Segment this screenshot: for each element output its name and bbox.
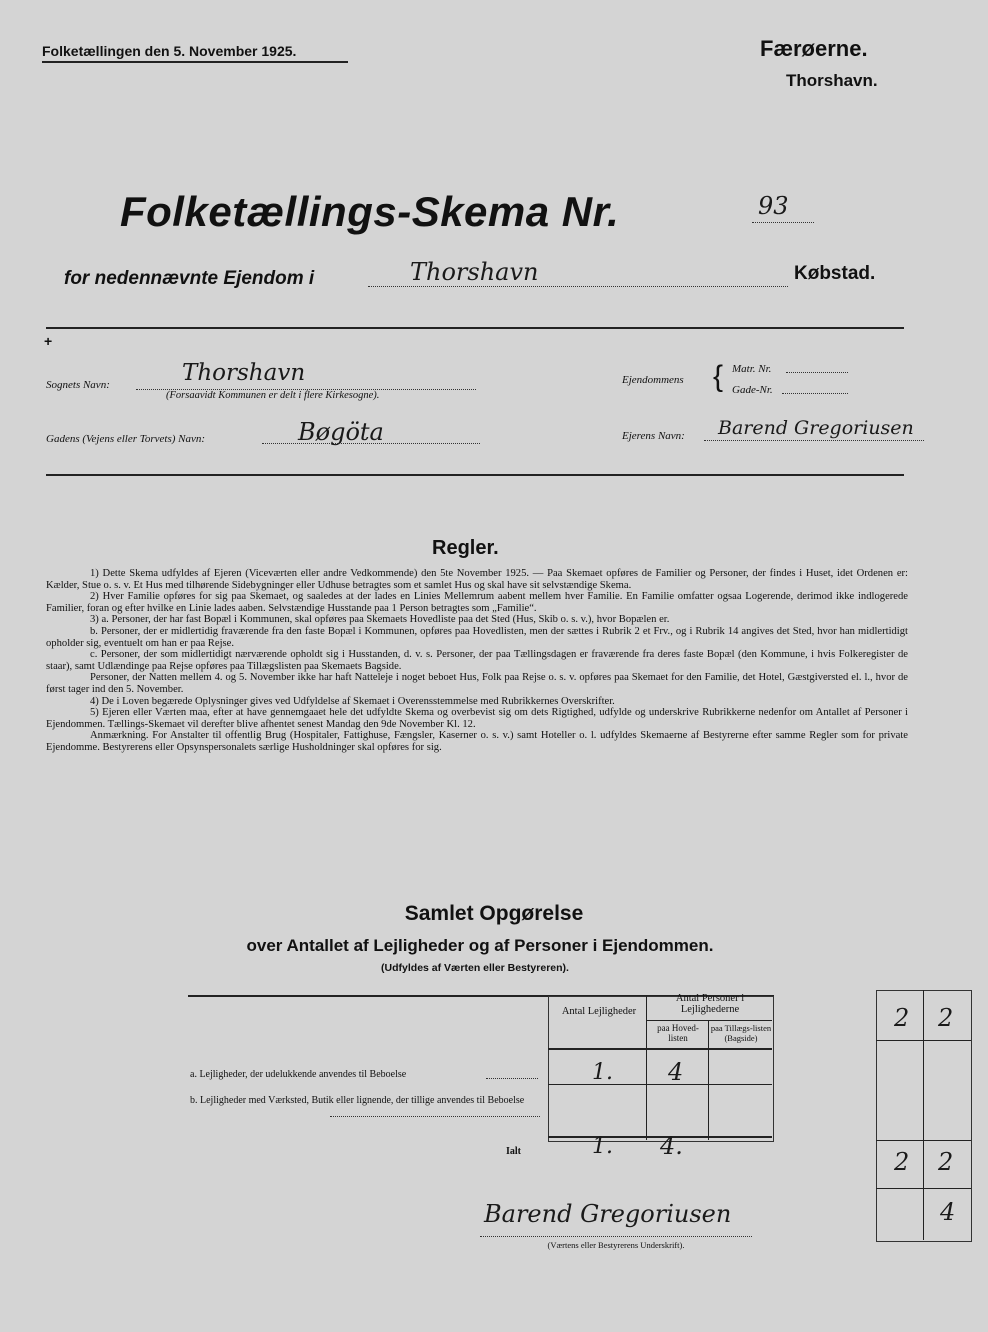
property-label: Ejendommens — [622, 374, 684, 386]
gade-dots — [782, 393, 848, 394]
table-col-divider-1 — [646, 996, 647, 1140]
rules-heading: Regler. — [432, 537, 499, 559]
summary-subtitle: over Antallet af Lejligheder og af Personer i Ejendommen. — [246, 936, 714, 955]
town-name: Thorshavn. — [786, 71, 878, 90]
side-box-value: 2 — [894, 1148, 910, 1176]
row-a-antal: 1. — [592, 1060, 613, 1085]
ialt-antal: 1. — [592, 1134, 613, 1159]
side-box-value: 2 — [938, 1148, 954, 1176]
form-number: 93 — [758, 192, 789, 220]
fields-separator — [46, 474, 904, 476]
row-b-dots — [330, 1116, 540, 1117]
for-property-label: for nedennævnte Ejendom i — [64, 268, 315, 289]
gade-label: Gade-Nr. — [732, 384, 773, 396]
col-antal-header: Antal Lejligheder — [561, 1006, 637, 1017]
ialt-hoved: 4. — [660, 1132, 683, 1160]
kobstad-label: Købstad. — [794, 263, 876, 284]
side-box-rule-2 — [876, 1140, 971, 1141]
rule-paragraph: 2) Hver Familie opføres for sig paa Skemaet, og saaledes at der lades en Linies Mellemrum aabent mellem hver Familie. En Familie omfatter ogsaa Logerende, derimod ikke indlogerede Familier, foran og efter hvilke en Linie lades aaben. Selvstændige Husstande paa 1 Person betragtes som „Familie“. — [46, 591, 908, 614]
owner-dots — [704, 440, 924, 441]
col-tillaeg-header: paa Tillægs-listen (Bagside) — [710, 1023, 772, 1043]
rule-paragraph: Personer, der Natten mellem 4. og 5. November ikke har haft Natteleje i noget beboet Hus, Folk paa Rejse o. s. v. opføres paa Skemaet for den Familie, det Hotel, Gæstgiversted el. l., hvor de først tager ind den 5. November. — [46, 672, 908, 695]
row-a-dots — [486, 1078, 538, 1079]
rule-paragraph: 4) De i Loven begærede Oplysninger gives ved Udfyldelse af Skemaet i Overensstemmelse med Rubrikkernes Overskrifter. — [90, 695, 615, 707]
property-brace: { — [713, 360, 724, 393]
municipality-dots — [368, 286, 788, 287]
signature-caption: (Værtens eller Bestyrerens Underskrift). — [547, 1240, 685, 1250]
side-box-value: 4 — [940, 1198, 956, 1226]
side-tally-box — [876, 990, 972, 1242]
table-subheader-rule — [646, 1020, 772, 1021]
matr-dots — [786, 372, 848, 373]
table-row-rule-1 — [548, 1084, 772, 1085]
street-dots — [262, 443, 480, 444]
rules-text — [46, 568, 908, 754]
row-a-hoved: 4 — [668, 1058, 684, 1086]
col-personer-header: Antal Personer i Lejlighederne — [675, 993, 745, 1015]
side-box-value: 2 — [894, 1004, 910, 1032]
matr-label: Matr. Nr. — [732, 363, 772, 375]
summary-title: Samlet Opgørelse — [404, 902, 584, 925]
rule-paragraph: 5) Ejeren eller Værten maa, efter at have gennemgaaet hele det udfyldte Skema og overbevist sig om dets Rigtighed, udfylde og underskrive Rubrikkerne nedenfor om Antallet af Personer i Ejendommen. Tællings-Skemaet vil derefter blive afhentet senest Mandag den 9de November Kl. 12. — [46, 707, 908, 730]
street-value: Bøgöta — [298, 418, 384, 446]
parish-label: Sognets Navn: — [46, 379, 110, 391]
rule-paragraph: 1) Dette Skema udfyldes af Ejeren (Viceværten eller andre Vedkommende) den 5te November 1925. — Paa Skemaet opføres de Familier og Personer, der findes i Huset, idet Ordenen er: Kælder, Stue o. s. v. Et Hus med tilhørende Sidebygninger eller Udhuse betragtes som et samlet Hus og skal have sit selvstændige Skema. — [46, 568, 908, 591]
row-ialt-label: Ialt — [506, 1146, 521, 1157]
rule-paragraph: Anmærkning. For Anstalter til offentlig Brug (Hospitaler, Fattighuse, Fængsler, Kaserner o. s. v.) samt Hoteller o. l. udfyldes Skemaerne af Bestyrerne efter samme Regler som for private Ejendomme. Bestyrerens eller Opsynspersonalets særlige Husholdninger skal opføres for sig. — [46, 730, 908, 753]
rule-paragraph: 3) a. Personer, der har fast Bopæl i Kommunen, skal opføres paa Skemaets Hovedliste paa det Sted (Hus, Skib o. s. v.), hvor Bopælen er. — [90, 614, 670, 626]
census-date-underline — [42, 61, 348, 63]
municipality-value: Thorshavn — [410, 258, 539, 286]
owner-signature: Barend Gregoriusen — [484, 1200, 732, 1228]
rule-paragraph: c. Personer, der som midlertidigt nærværende opholdt sig i Husstanden, d. v. s. Personer, der paa Tællingsdagen er fraværende fra deres faste Bopæl (den Kommune, i hvis Folkeregister de staar), samt Udlændinge paa Rejse opføres paa Tillægslisten paa Skemaets Bagside. — [46, 649, 908, 672]
parish-value: Thorshavn — [182, 360, 306, 386]
row-a-label: a. Lejligheder, der udelukkende anvendes til Beboelse — [190, 1069, 407, 1080]
side-box-rule-1 — [876, 1040, 971, 1041]
table-header-rule — [548, 1048, 772, 1050]
form-number-dots — [752, 222, 814, 223]
row-b-label: b. Lejligheder med Værksted, Butik eller lignende, der tillige anvendes til Beboelse — [190, 1095, 525, 1106]
side-box-rule-3 — [876, 1188, 971, 1189]
separator-mark: + — [44, 333, 53, 349]
top-separator — [46, 327, 904, 329]
street-label: Gadens (Vejens eller Torvets) Navn: — [46, 433, 206, 445]
summary-note: (Udfyldes af Værten eller Bestyreren). — [381, 962, 569, 974]
owner-label: Ejerens Navn: — [622, 430, 685, 442]
rule-paragraph: b. Personer, der er midlertidig fraværende fra den faste Bopæl i Kommunen, opføres paa Hovedlisten, men der sættes i Rubrik 2 et Frv., og i Rubrik 14 angives det Sted, hvor han midlertidigt opholder sig, eventuelt om han er paa Rejse. — [46, 625, 908, 649]
col-hoved-header: paa Hoved-listen — [657, 1023, 699, 1043]
country-name: Færøerne. — [760, 36, 868, 61]
census-date: Folketællingen den 5. November 1925. — [42, 43, 297, 59]
side-box-divider — [923, 990, 924, 1240]
owner-value: Barend Gregoriusen — [718, 417, 914, 439]
signature-dots — [480, 1236, 752, 1237]
side-box-value: 2 — [938, 1004, 954, 1032]
form-title: Folketællings-Skema Nr. — [120, 188, 620, 235]
parish-note: (Forsaavidt Kommunen er delt i flere Kirkesogne). — [166, 390, 380, 401]
